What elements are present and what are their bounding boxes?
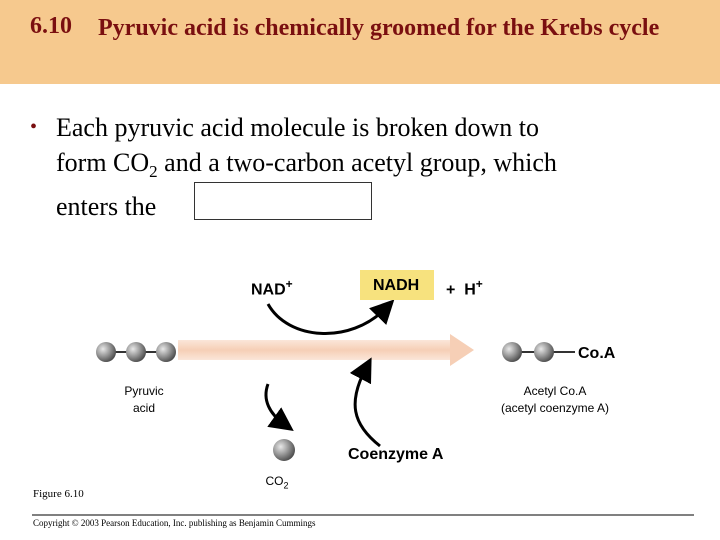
- bullet-text: [56, 110, 706, 224]
- nadh-label: NADH: [373, 277, 420, 294]
- acetyl-coa-molecule: [502, 342, 575, 362]
- copyright-notice: Copyright © 2003 Pearson Education, Inc. publishing as Benjamin Cummings: [33, 518, 316, 528]
- nad-superscript: +: [285, 277, 293, 291]
- bullet-line-1: Each pyruvic acid molecule is broken down to: [56, 113, 540, 142]
- acetyl-atom-1: [502, 342, 522, 362]
- hydrogen-ion-label: [446, 277, 483, 299]
- hplus-superscript: +: [475, 277, 483, 291]
- slide-title: Pyruvic acid is chemically groomed for the Krebs cycle: [98, 15, 660, 41]
- pyruvic-label-line-1: Pyruvic: [124, 384, 164, 398]
- hplus-text: + H: [446, 281, 476, 299]
- co2-subscript: 2: [149, 162, 158, 182]
- acetyl-coa-label: [480, 383, 630, 417]
- pyruvic-acid-molecule: [96, 342, 176, 362]
- slide-number: 6.10: [30, 13, 72, 39]
- acetyl-label-line-1: Acetyl Co.A: [523, 384, 587, 398]
- pyruvic-acid-label: [108, 383, 180, 417]
- pyruvic-label-line-2: acid: [132, 401, 155, 415]
- bullet-line-2: [56, 145, 706, 189]
- nad-text: NAD: [251, 281, 286, 299]
- acetyl-atom-2: [534, 342, 554, 362]
- pyruvic-atom-2: [126, 342, 146, 362]
- reaction-figure: [0, 240, 720, 530]
- figure-label: Figure 6.10: [33, 488, 84, 500]
- reaction-arrow: [178, 334, 474, 366]
- co2-label: [262, 473, 292, 494]
- bullet-line-2-b: and a two-carbon acetyl group, which: [157, 148, 557, 177]
- acetyl-label-line-2: (acetyl coenzyme A): [500, 401, 610, 415]
- nad-label: [251, 277, 293, 299]
- bullet-line-3: enters the: [56, 192, 157, 222]
- co2-text: CO: [265, 474, 284, 488]
- nad-to-nadh-arrow: [268, 304, 386, 333]
- coa-label: Co.A: [578, 345, 616, 362]
- co2-molecule: [273, 439, 295, 461]
- bullet-marker: •: [30, 116, 38, 138]
- pyruvic-atom-1: [96, 342, 116, 362]
- pyruvic-atom-3: [156, 342, 176, 362]
- co2-release-arrow: [266, 384, 284, 424]
- coenzyme-entry-arrow: [355, 368, 380, 446]
- co2-label-subscript: 2: [283, 480, 289, 491]
- bullet-line-2-a: form CO: [56, 148, 150, 177]
- coenzyme-a-label: Coenzyme A: [348, 446, 444, 463]
- answer-blank-box: [194, 182, 372, 220]
